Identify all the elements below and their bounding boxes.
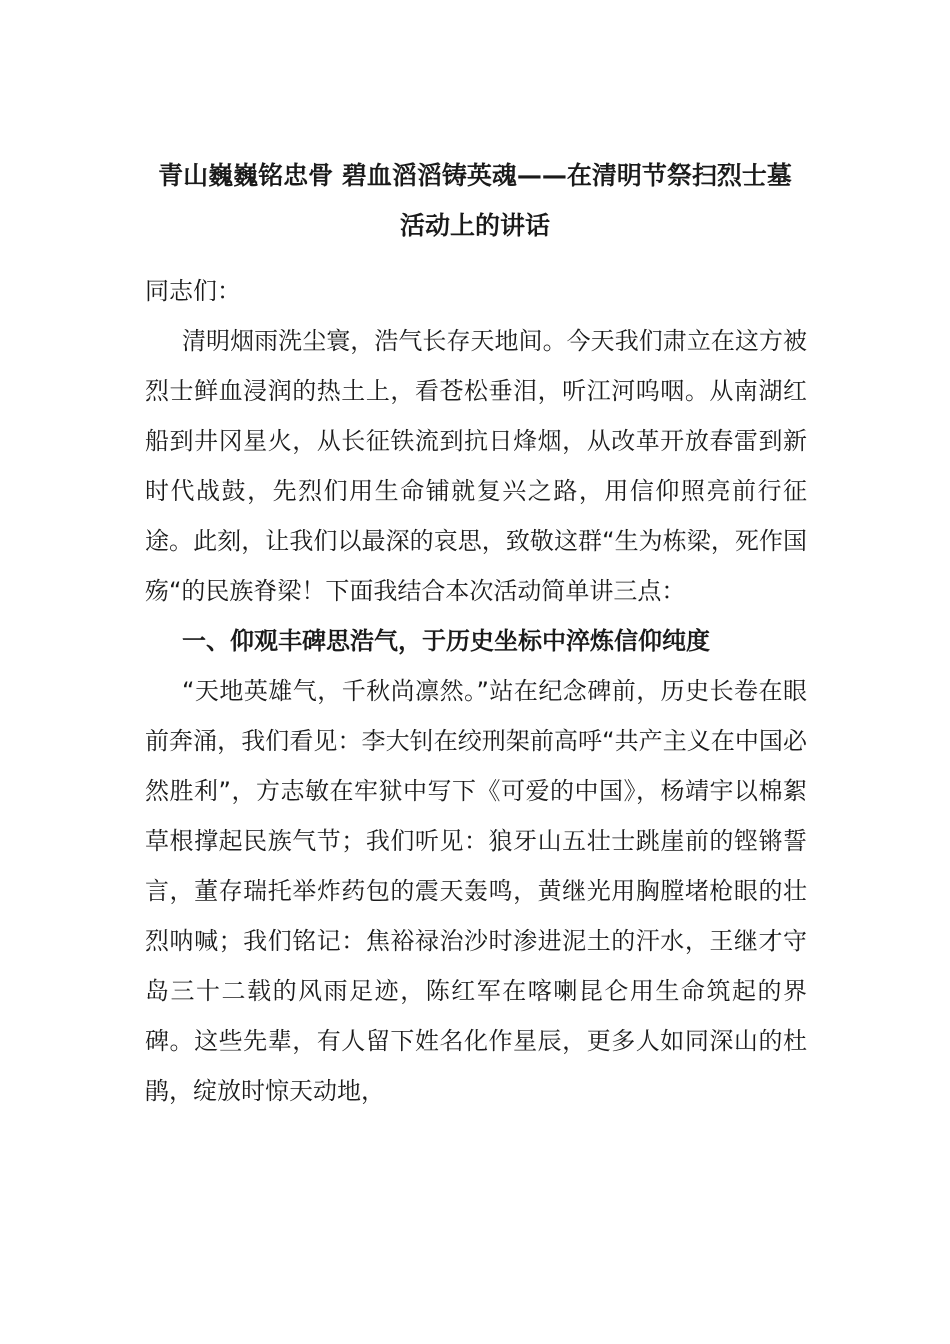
paragraph-intro: 清明烟雨洗尘寰，浩气长存天地间。今天我们肃立在这方被烈士鲜血浸润的热土上，看苍松垂泪，听江河呜咽。从南湖红船到井冈星火，从长征铁流到抗日烽烟，从改革开放春雷到新时代战鼓，先烈们用生命铺就复兴之路，用信仰照亮前行征途。此刻，让我们以最深的哀思，致敬这群“生为栋梁，死作国殇“的民族脊梁！下面我结合本次活动简单讲三点： — [145, 327, 807, 605]
section-heading-1: 一、仰观丰碑思浩气，于历史坐标中淬炼信仰纯度 — [182, 627, 710, 655]
document-body — [145, 266, 807, 1116]
document-title-line1: 青山巍巍铭忠骨 碧血滔滔铸英魂——在清明节祭扫烈士墓 — [158, 161, 792, 190]
salutation: 同志们： — [145, 277, 241, 305]
document-title-line2: 活动上的讲话 — [399, 211, 550, 240]
paragraph-section1: “天地英雄气，千秋尚凛然。”站在纪念碑前，历史长卷在眼前奔涌，我们看见：李大钊在绞刑架前高呼“共产主义在中国必然胜利”，方志敏在牢狱中写下《可爱的中国》，杨靖宇以棉絮草根撑起民族气节；我们听见：狼牙山五壮士跳崖前的铿锵誓言，董存瑞托举炸药包的震天轰鸣，黄继光用胸膛堵枪眼的壮烈呐喊；我们铭记：焦裕禄治沙时渗进泥土的汗水，王继才守岛三十二载的风雨足迹，陈红军在喀喇昆仑用生命筑起的界碑。这些先辈，有人留下姓名化作星辰，更多人如同深山的杜鹃，绽放时惊天动地， — [145, 677, 807, 1105]
